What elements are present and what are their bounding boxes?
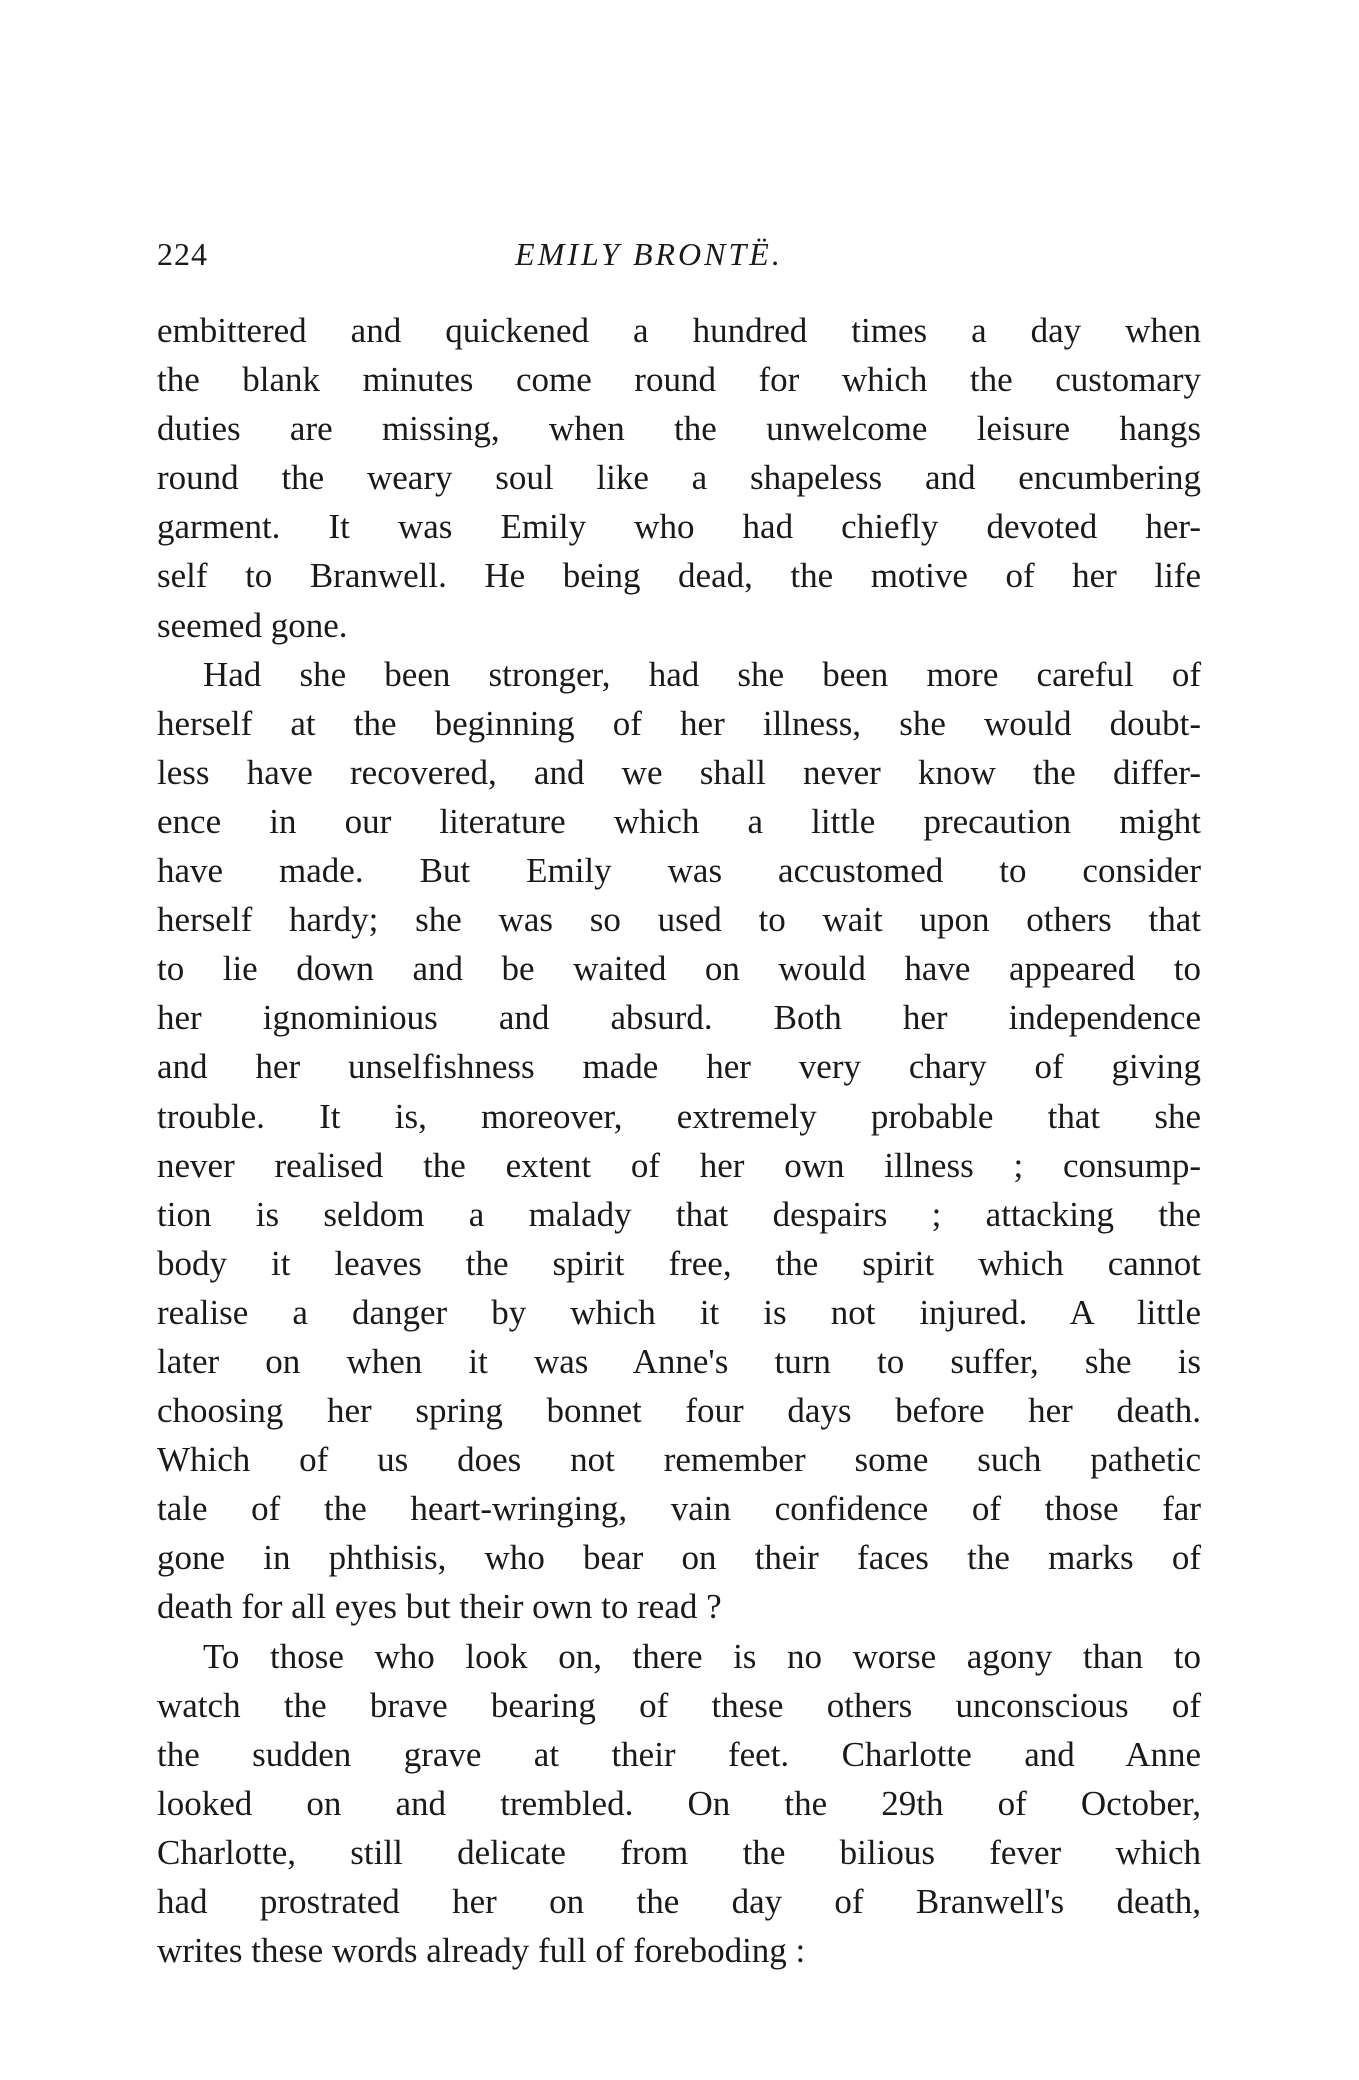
text-line: and her unselfishness made her very chary of giving [157,1047,1201,1087]
text-line: watch the brave bearing of these others unconscious of [157,1685,1201,1725]
text-line: body it leaves the spirit free, the spirit which cannot [157,1243,1201,1283]
text-line: the blank minutes come round for which the customary [157,360,1201,400]
text-line: duties are missing, when the unwelcome leisure hangs [157,409,1201,449]
text-line: seemed gone. [157,605,348,645]
text-line: Charlotte, still delicate from the bilious fever which [157,1832,1201,1872]
text-line: tale of the heart-wringing, vain confidence of those far [157,1489,1201,1529]
text-line: Had she been stronger, had she been more careful of [203,654,1201,694]
text-line: realise a danger by which it is not injured. A little [157,1292,1201,1332]
text-line: death for all eyes but their own to read ? [157,1587,722,1627]
text-line: embittered and quickened a hundred times a day when [157,311,1201,350]
text-line: have made. But Emily was accustomed to consider [157,851,1201,891]
text-line: round the weary soul like a shapeless and encumbering [157,458,1201,498]
text-line: writes these words already full of foreboding : [157,1931,806,1971]
text-line: tion is seldom a malady that despairs ; attacking the [157,1194,1201,1234]
text-line: herself at the beginning of her illness, she would doubt- [157,703,1201,743]
text-line: less have recovered, and we shall never know the differ- [157,752,1201,792]
text-line: her ignominious and absurd. Both her independence [157,998,1201,1038]
text-line: looked on and trembled. On the 29th of October, [157,1783,1201,1823]
text-line: garment. It was Emily who had chiefly devoted her- [157,507,1201,547]
text-line: to lie down and be waited on would have appeared to [157,949,1201,989]
text-line: never realised the extent of her own illness ; consump- [157,1145,1201,1185]
text-line: later on when it was Anne's turn to suffer, she is [157,1341,1201,1381]
paragraph [157,306,1201,650]
text-line: ence in our literature which a little precaution might [157,801,1201,841]
text-line: the sudden grave at their feet. Charlotte and Anne [157,1734,1201,1774]
text-line: trouble. It is, moreover, extremely probable that she [157,1096,1201,1136]
page-number: 224 [157,236,208,272]
paragraph [157,650,1201,1632]
text-line: To those who look on, there is no worse agony than to [203,1636,1201,1676]
text-line: Which of us does not remember some such pathetic [157,1440,1201,1480]
paragraph [157,1632,1201,1976]
running-title: EMILY BRONTË. [515,236,783,272]
page-body [157,306,1201,1975]
text-line: choosing her spring bonnet four days before her death. [157,1391,1201,1431]
text-line: herself hardy; she was so used to wait upon others that [157,900,1201,940]
text-line: gone in phthisis, who bear on their faces the marks of [157,1538,1201,1578]
running-header [157,236,1201,280]
text-line: self to Branwell. He being dead, the motive of her life [157,556,1201,596]
text-line: had prostrated her on the day of Branwell's death, [157,1882,1201,1921]
